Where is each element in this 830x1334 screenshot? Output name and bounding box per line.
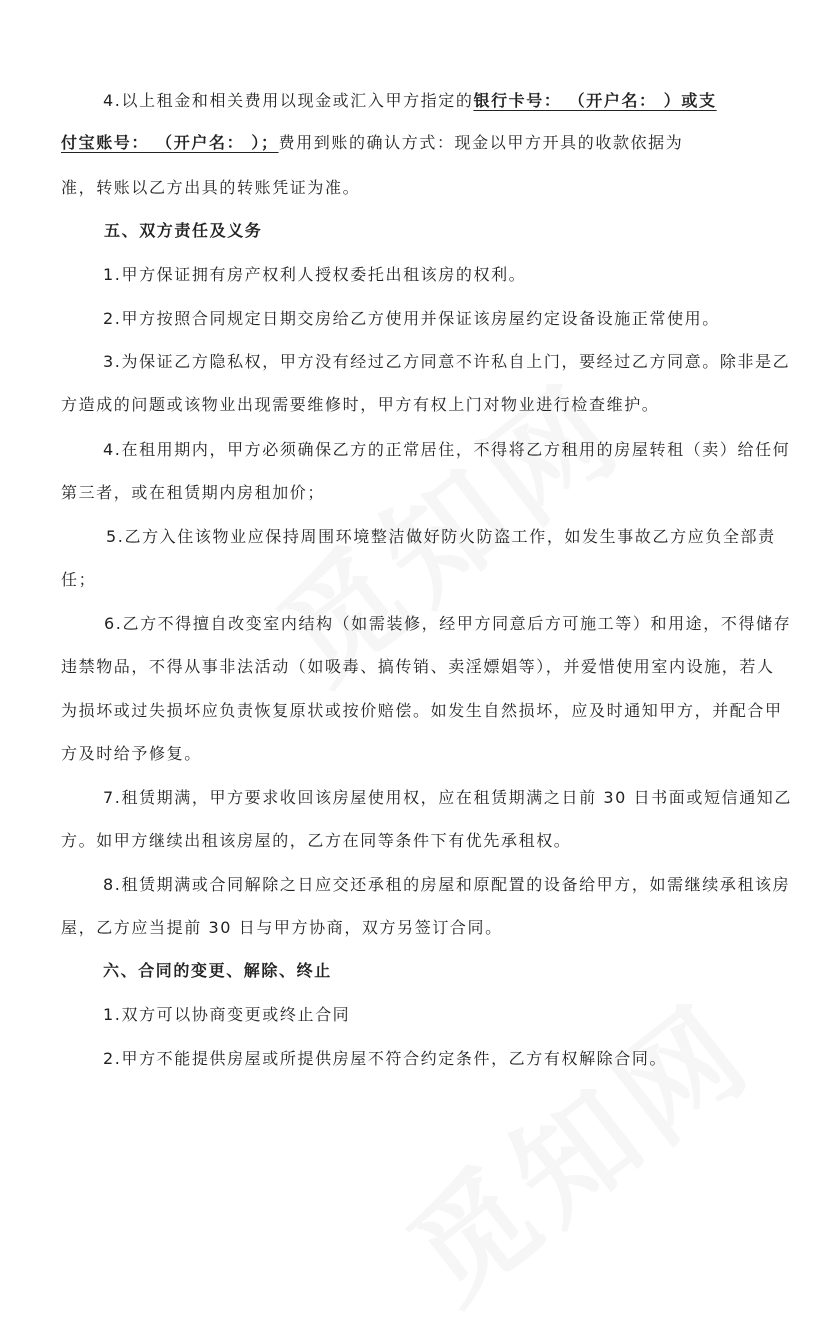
payment-clause-line-1 bbox=[103, 90, 717, 112]
section-5-item-4-line-1: 4.在租用期内，甲方必须确保乙方的正常居住，不得将乙方租用的房屋转租（卖）给任何 bbox=[103, 440, 791, 459]
section-6-item-1: 1.双方可以协商变更或终止合同 bbox=[103, 1005, 351, 1024]
section-5-item-6-line-4: 方及时给予修复。 bbox=[61, 744, 202, 763]
section-5-title: 五、双方责任及义务 bbox=[104, 221, 263, 240]
section-6-item-2: 2.甲方不能提供房屋或所提供房屋不符合约定条件，乙方有权解除合同。 bbox=[103, 1049, 668, 1068]
payment-confirmation-text: 费用到账的确认方式：现金以甲方开具的收款依据为 bbox=[278, 133, 684, 152]
payment-clause-line-2 bbox=[61, 132, 683, 154]
section-5-item-3-line-2: 方造成的问题或该物业出现需要维修时，甲方有权上门对物业进行检查维护。 bbox=[61, 395, 660, 414]
alipay-account-field: 付宝账号： （开户名： ）； bbox=[61, 133, 279, 152]
section-5-item-4-line-2: 第三者，或在租赁期内房租加价； bbox=[61, 483, 326, 502]
section-5-item-2: 2.甲方按照合同规定日期交房给乙方使用并保证该房屋约定设备设施正常使用。 bbox=[103, 309, 720, 328]
section-5-item-7-line-1: 7.租赁期满，甲方要求收回该房屋使用权，应在租赁期满之日前 30 日书面或短信通知乙 bbox=[103, 788, 792, 807]
bank-card-field: 银行卡号： （开户名： ）或支 bbox=[473, 91, 717, 110]
section-5-item-3-line-1: 3.为保证乙方隐私权，甲方没有经过乙方同意不许私自上门，要经过乙方同意。除非是乙 bbox=[103, 352, 791, 371]
section-6-title: 六、合同的变更、解除、终止 bbox=[103, 961, 332, 980]
section-5-item-7-line-2: 方。如甲方继续出租该房屋的，乙方在同等条件下有优先承租权。 bbox=[61, 831, 572, 850]
section-5-item-6-line-1: 6.乙方不得擅自改变室内结构（如需装修，经甲方同意后方可施工等）和用途，不得储存 bbox=[104, 614, 792, 633]
section-5-item-5-line-1: 5.乙方入住该物业应保持周围环境整洁做好防火防盗工作，如发生事故乙方应负全部责 bbox=[106, 527, 776, 546]
payment-clause-text: 4.以上租金和相关费用以现金或汇入甲方指定的 bbox=[103, 91, 474, 110]
section-5-item-5-line-2: 任； bbox=[61, 570, 97, 589]
section-5-item-8-line-2: 屋，乙方应当提前 30 日与甲方协商，双方另签订合同。 bbox=[61, 918, 503, 937]
section-5-item-8-line-1: 8.租赁期满或合同解除之日应交还承租的房屋和原配置的设备给甲方，如需继续承租该房 bbox=[103, 875, 791, 894]
section-5-item-6-line-2: 违禁物品，不得从事非法活动（如吸毒、搞传销、卖淫嫖娼等），并爱惜使用室内设施，若人 bbox=[61, 657, 775, 676]
payment-clause-line-3: 准，转账以乙方出具的转账凭证为准。 bbox=[61, 178, 361, 197]
watermark-logo-bottom bbox=[368, 958, 781, 1334]
section-5-item-6-line-3: 为损坏或过失损坏应负责恢复原状或按价赔偿。如发生自然损坏，应及时通知甲方，并配合甲 bbox=[61, 701, 783, 720]
section-5-item-1: 1.甲方保证拥有房产权利人授权委托出租该房的权利。 bbox=[103, 265, 527, 284]
